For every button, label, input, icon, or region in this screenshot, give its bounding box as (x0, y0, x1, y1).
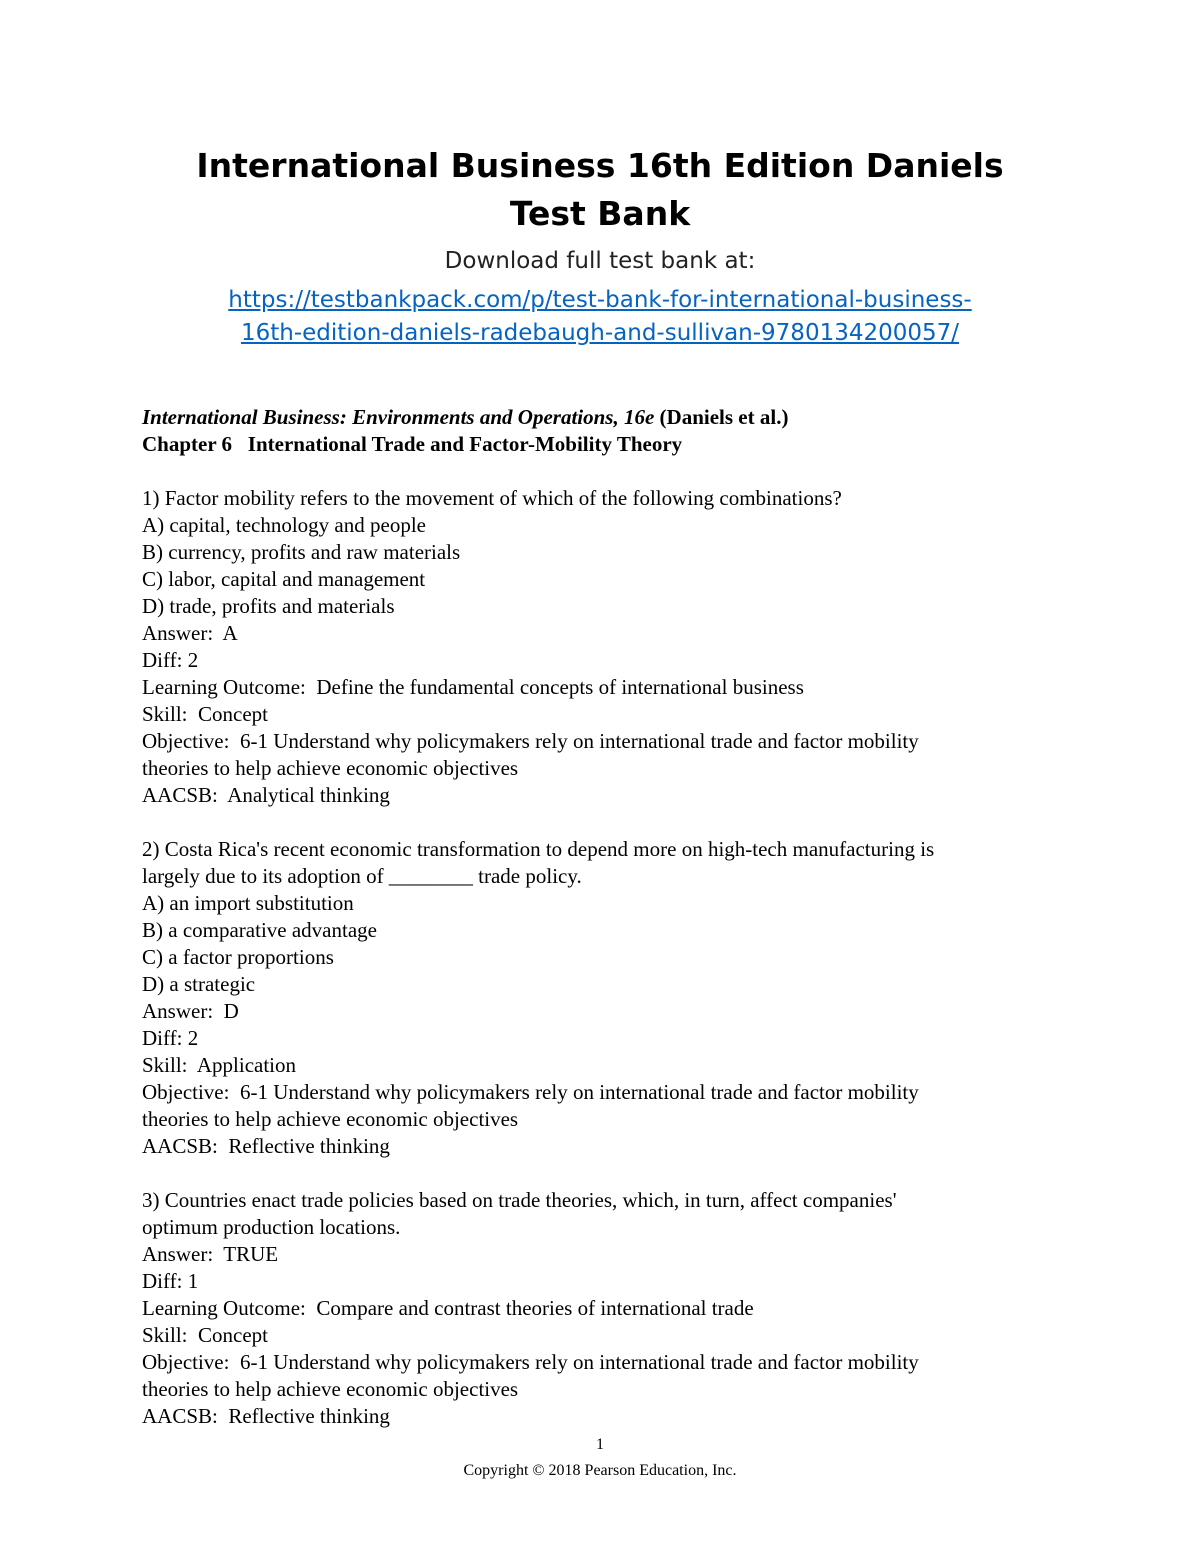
question-line: Skill: Concept (142, 1323, 268, 1347)
question-1 (142, 485, 1062, 809)
question-line: Diff: 2 (142, 648, 199, 672)
book-title-line (142, 404, 1062, 431)
download-link-line-2[interactable]: 16th-edition-daniels-radebaugh-and-sullivan-9780134200057/ (240, 320, 960, 346)
document-header (100, 142, 1100, 350)
book-title: International Business: Environments and Operations, 16e (142, 405, 655, 429)
book-authors: (Daniels et al.) (654, 405, 789, 429)
question-line: AACSB: Analytical thinking (142, 783, 390, 807)
question-line: Skill: Application (142, 1053, 297, 1077)
question-line: B) a comparative advantage (142, 918, 377, 942)
title-line-1: International Business 16th Edition Daniels (196, 146, 1004, 185)
question-line: C) labor, capital and management (142, 567, 426, 591)
question-line: theories to help achieve economic objectives (142, 1377, 519, 1401)
question-line: theories to help achieve economic objectives (142, 1107, 519, 1131)
download-link-line-1[interactable]: https://testbankpack.com/p/test-bank-for-international-business- (228, 287, 972, 313)
question-line: Answer: TRUE (142, 1242, 279, 1266)
question-line: Learning Outcome: Compare and contrast theories of international trade (142, 1296, 754, 1320)
question-line: Skill: Concept (142, 702, 268, 726)
question-line: Answer: D (142, 999, 239, 1023)
question-line: Objective: 6-1 Understand why policymakers rely on international trade and factor mobility (142, 1350, 919, 1374)
page-number: 1 (596, 1436, 604, 1453)
download-text: Download full test bank at: (444, 248, 756, 274)
question-line: B) currency, profits and raw materials (142, 540, 461, 564)
title-line-2: Test Bank (509, 194, 691, 233)
question-line: AACSB: Reflective thinking (142, 1404, 390, 1428)
question-line: Objective: 6-1 Understand why policymakers rely on international trade and factor mobility (142, 1080, 919, 1104)
chapter-heading: Chapter 6 International Trade and Factor-Mobility Theory (142, 432, 683, 456)
question-line: Learning Outcome: Define the fundamental concepts of international business (142, 675, 804, 699)
copyright-notice: Copyright © 2018 Pearson Education, Inc. (463, 1462, 737, 1479)
download-link[interactable] (100, 284, 1100, 350)
question-line: Objective: 6-1 Understand why policymakers rely on international trade and factor mobility (142, 729, 919, 753)
question-line: A) capital, technology and people (142, 513, 426, 537)
question-line: AACSB: Reflective thinking (142, 1134, 390, 1158)
question-line: 1) Factor mobility refers to the movement of which of the following combinations? (142, 486, 842, 510)
question-line: 3) Countries enact trade policies based on trade theories, which, in turn, affect companies' (142, 1188, 897, 1212)
question-line: largely due to its adoption of ________ trade policy. (142, 864, 582, 888)
question-line: optimum production locations. (142, 1215, 401, 1239)
question-line: D) trade, profits and materials (142, 594, 395, 618)
question-line: Diff: 1 (142, 1269, 199, 1293)
question-2 (142, 836, 1062, 1160)
question-line: C) a factor proportions (142, 945, 334, 969)
question-line: theories to help achieve economic objectives (142, 756, 519, 780)
question-line: Answer: A (142, 621, 238, 645)
document-body (142, 404, 1062, 1430)
question-line: D) a strategic (142, 972, 256, 996)
question-3 (142, 1187, 1062, 1430)
question-line: 2) Costa Rica's recent economic transformation to depend more on high-tech manufacturing is (142, 837, 935, 861)
question-line: A) an import substitution (142, 891, 354, 915)
question-line: Diff: 2 (142, 1026, 199, 1050)
